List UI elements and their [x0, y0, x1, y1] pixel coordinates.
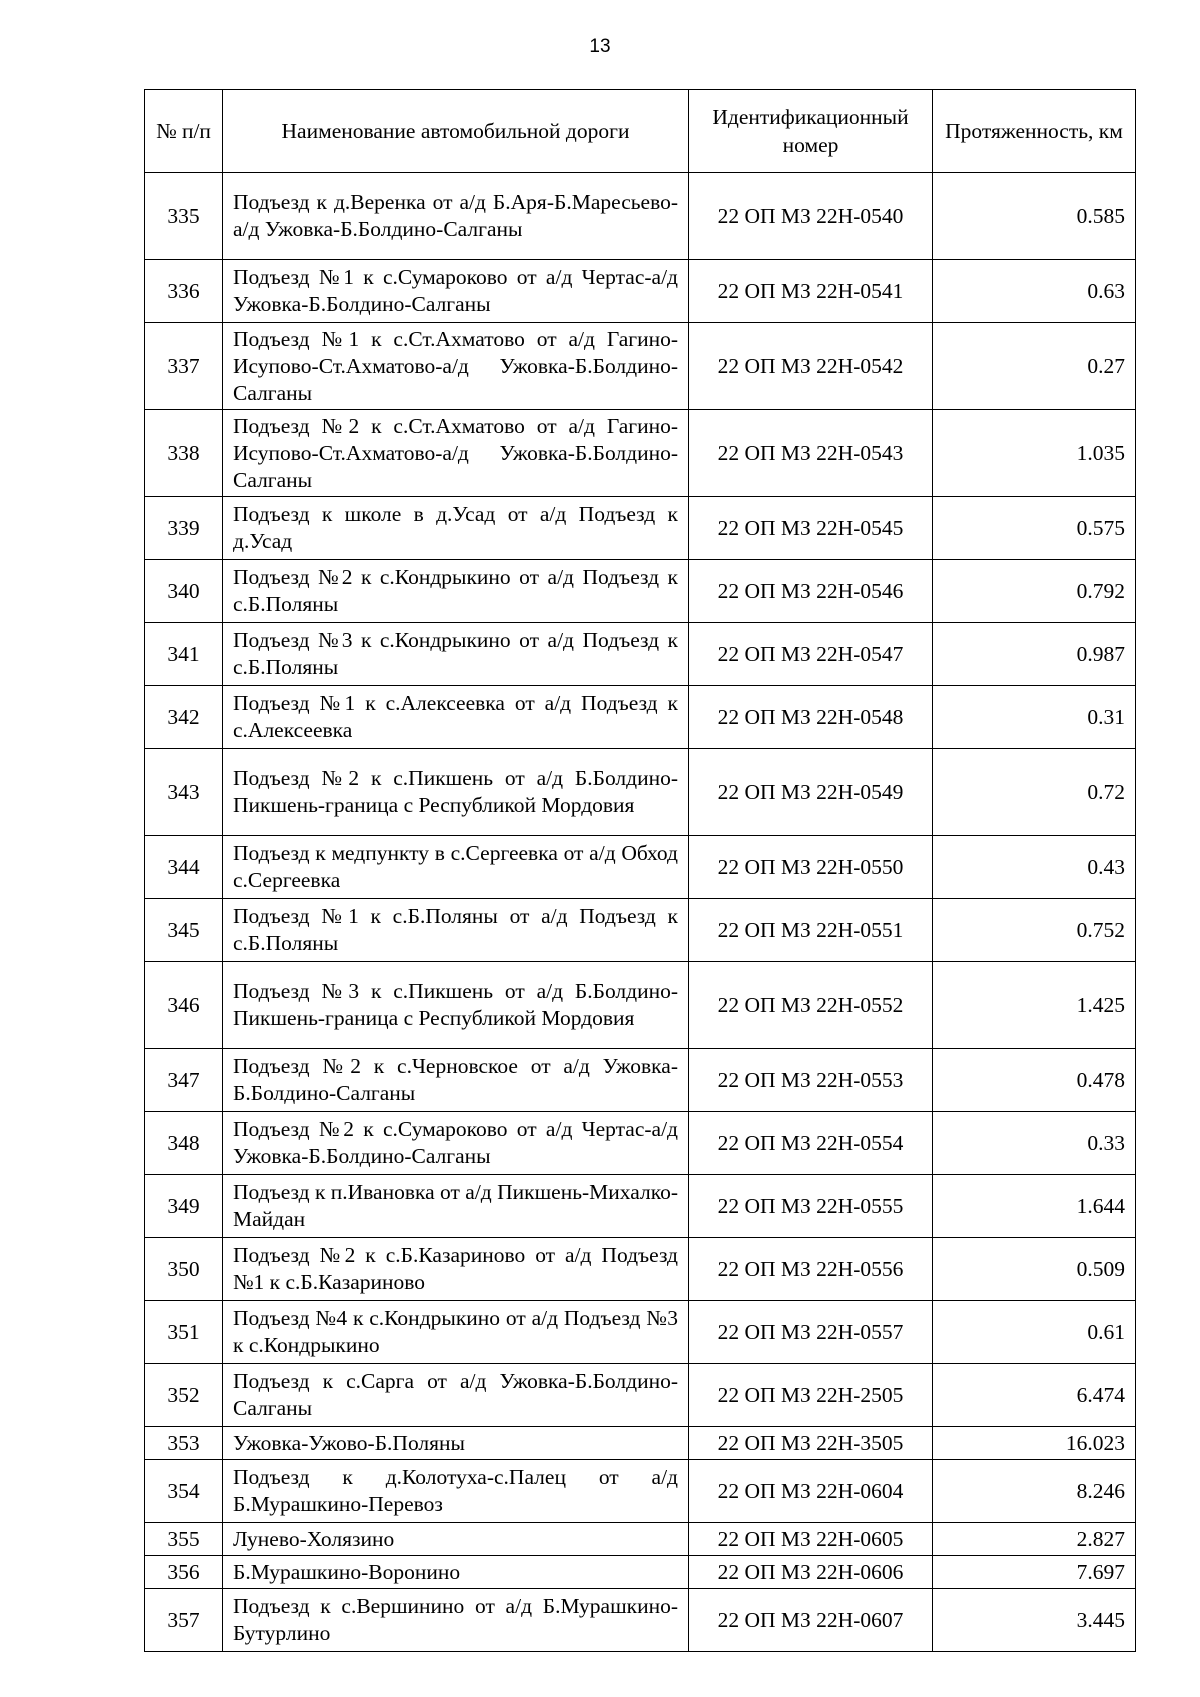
cell-num: 346: [145, 962, 223, 1049]
cell-ident-number: 22 ОП МЗ 22Н-0606: [689, 1556, 933, 1589]
cell-ident-number: 22 ОП МЗ 22Н-0542: [689, 323, 933, 410]
cell-ident-number: 22 ОП МЗ 22Н-0553: [689, 1049, 933, 1112]
cell-num: 339: [145, 497, 223, 560]
table-row: [145, 1301, 1136, 1364]
cell-road-name: Подъезд №1 к с.Ст.Ахматово от а/д Гагино-Исупово-Ст.Ахматово-а/д Ужовка-Б.Болдино-Салганы: [223, 323, 689, 410]
table-row: [145, 749, 1136, 836]
table-row: [145, 1238, 1136, 1301]
cell-num: 355: [145, 1523, 223, 1556]
table-row: [145, 323, 1136, 410]
table-row: [145, 497, 1136, 560]
cell-length: 0.585: [933, 173, 1136, 260]
cell-road-name: Подъезд к с.Вершинино от а/д Б.Мурашкино-Бутурлино: [223, 1589, 689, 1652]
cell-road-name: Подъезд №2 к с.Сумароково от а/д Чертас-а/д Ужовка-Б.Болдино-Салганы: [223, 1112, 689, 1175]
cell-length: 0.509: [933, 1238, 1136, 1301]
cell-num: 348: [145, 1112, 223, 1175]
cell-road-name: Подъезд к д.Колотуха-с.Палец от а/д Б.Мурашкино-Перевоз: [223, 1460, 689, 1523]
table-row: [145, 899, 1136, 962]
cell-road-name: Подъезд №2 к с.Ст.Ахматово от а/д Гагино-Исупово-Ст.Ахматово-а/д Ужовка-Б.Болдино-Салганы: [223, 410, 689, 497]
table-row: [145, 410, 1136, 497]
page-number: 13: [589, 36, 611, 57]
cell-ident-number: 22 ОП МЗ 22Н-0605: [689, 1523, 933, 1556]
table-row: [145, 1112, 1136, 1175]
cell-num: 344: [145, 836, 223, 899]
cell-num: 354: [145, 1460, 223, 1523]
cell-num: 352: [145, 1364, 223, 1427]
cell-ident-number: 22 ОП МЗ 22Н-0551: [689, 899, 933, 962]
table-row: [145, 962, 1136, 1049]
cell-length: 0.575: [933, 497, 1136, 560]
table-row: [145, 260, 1136, 323]
cell-ident-number: 22 ОП МЗ 22Н-3505: [689, 1427, 933, 1460]
cell-ident-number: 22 ОП МЗ 22Н-0541: [689, 260, 933, 323]
table-row: [145, 560, 1136, 623]
cell-road-name: Подъезд №3 к с.Пикшень от а/д Б.Болдино-Пикшень-граница с Республикой Мордовия: [223, 962, 689, 1049]
cell-ident-number: 22 ОП МЗ 22Н-0555: [689, 1175, 933, 1238]
cell-road-name: Подъезд к д.Веренка от а/д Б.Аря-Б.Маресьево-а/д Ужовка-Б.Болдино-Салганы: [223, 173, 689, 260]
cell-length: 6.474: [933, 1364, 1136, 1427]
cell-length: 0.27: [933, 323, 1136, 410]
cell-road-name: Подъезд №1 к с.Сумароково от а/д Чертас-а/д Ужовка-Б.Болдино-Салганы: [223, 260, 689, 323]
cell-road-name: Подъезд №2 к с.Черновское от а/д Ужовка-Б.Болдино-Салганы: [223, 1049, 689, 1112]
cell-num: 353: [145, 1427, 223, 1460]
cell-ident-number: 22 ОП МЗ 22Н-0548: [689, 686, 933, 749]
cell-length: 0.987: [933, 623, 1136, 686]
cell-length: 0.61: [933, 1301, 1136, 1364]
cell-num: 343: [145, 749, 223, 836]
cell-ident-number: 22 ОП МЗ 22Н-0543: [689, 410, 933, 497]
cell-num: 338: [145, 410, 223, 497]
cell-num: 336: [145, 260, 223, 323]
cell-ident-number: 22 ОП МЗ 22Н-0554: [689, 1112, 933, 1175]
cell-road-name: Лунево-Холязино: [223, 1523, 689, 1556]
header-length: Протяженность, км: [933, 90, 1136, 173]
table-row: [145, 1556, 1136, 1589]
table-row: [145, 1175, 1136, 1238]
cell-ident-number: 22 ОП МЗ 22Н-0545: [689, 497, 933, 560]
cell-ident-number: 22 ОП МЗ 22Н-0607: [689, 1589, 933, 1652]
cell-road-name: Подъезд №4 к с.Кондрыкино от а/д Подъезд №3 к с.Кондрыкино: [223, 1301, 689, 1364]
cell-length: 0.752: [933, 899, 1136, 962]
cell-length: 0.72: [933, 749, 1136, 836]
cell-num: 345: [145, 899, 223, 962]
cell-length: 0.792: [933, 560, 1136, 623]
cell-ident-number: 22 ОП МЗ 22Н-0550: [689, 836, 933, 899]
cell-length: 2.827: [933, 1523, 1136, 1556]
cell-num: 341: [145, 623, 223, 686]
cell-ident-number: 22 ОП МЗ 22Н-0552: [689, 962, 933, 1049]
header-num: № п/п: [145, 90, 223, 173]
cell-road-name: Подъезд к медпункту в с.Сергеевка от а/д Обход с.Сергеевка: [223, 836, 689, 899]
cell-length: 0.43: [933, 836, 1136, 899]
cell-ident-number: 22 ОП МЗ 22Н-0549: [689, 749, 933, 836]
cell-road-name: Подъезд к школе в д.Усад от а/д Подъезд к д.Усад: [223, 497, 689, 560]
cell-num: 349: [145, 1175, 223, 1238]
table-body: [145, 173, 1136, 1652]
cell-road-name: Подъезд №1 к с.Алексеевка от а/д Подъезд к с.Алексеевка: [223, 686, 689, 749]
cell-num: 347: [145, 1049, 223, 1112]
table-row: [145, 1589, 1136, 1652]
cell-length: 0.33: [933, 1112, 1136, 1175]
header-id: Идентификационный номер: [689, 90, 933, 173]
cell-length: 16.023: [933, 1427, 1136, 1460]
cell-length: 1.425: [933, 962, 1136, 1049]
cell-road-name: Подъезд к п.Ивановка от а/д Пикшень-Михалко-Майдан: [223, 1175, 689, 1238]
cell-length: 8.246: [933, 1460, 1136, 1523]
cell-length: 7.697: [933, 1556, 1136, 1589]
cell-ident-number: 22 ОП МЗ 22Н-0604: [689, 1460, 933, 1523]
cell-num: 340: [145, 560, 223, 623]
cell-road-name: Подъезд №2 к с.Б.Казариново от а/д Подъезд №1 к с.Б.Казариново: [223, 1238, 689, 1301]
cell-road-name: Подъезд №2 к с.Пикшень от а/д Б.Болдино-Пикшень-граница с Республикой Мордовия: [223, 749, 689, 836]
table-row: [145, 1364, 1136, 1427]
table-header-row: [145, 90, 1136, 173]
table-row: [145, 1049, 1136, 1112]
cell-num: 357: [145, 1589, 223, 1652]
cell-ident-number: 22 ОП МЗ 22Н-0556: [689, 1238, 933, 1301]
cell-ident-number: 22 ОП МЗ 22Н-0540: [689, 173, 933, 260]
cell-length: 0.478: [933, 1049, 1136, 1112]
cell-road-name: Б.Мурашкино-Воронино: [223, 1556, 689, 1589]
cell-length: 1.644: [933, 1175, 1136, 1238]
cell-ident-number: 22 ОП МЗ 22Н-2505: [689, 1364, 933, 1427]
cell-num: 350: [145, 1238, 223, 1301]
table-row: [145, 623, 1136, 686]
table-row: [145, 173, 1136, 260]
cell-num: 351: [145, 1301, 223, 1364]
table-row: [145, 686, 1136, 749]
cell-length: 0.63: [933, 260, 1136, 323]
cell-num: 335: [145, 173, 223, 260]
cell-num: 342: [145, 686, 223, 749]
table-row: [145, 836, 1136, 899]
table-row: [145, 1460, 1136, 1523]
cell-length: 1.035: [933, 410, 1136, 497]
table-row: [145, 1427, 1136, 1460]
roads-table: [144, 89, 1136, 1652]
cell-road-name: Подъезд к с.Сарга от а/д Ужовка-Б.Болдино-Салганы: [223, 1364, 689, 1427]
cell-ident-number: 22 ОП МЗ 22Н-0557: [689, 1301, 933, 1364]
cell-road-name: Подъезд №3 к с.Кондрыкино от а/д Подъезд к с.Б.Поляны: [223, 623, 689, 686]
cell-road-name: Ужовка-Ужово-Б.Поляны: [223, 1427, 689, 1460]
cell-ident-number: 22 ОП МЗ 22Н-0547: [689, 623, 933, 686]
cell-road-name: Подъезд №1 к с.Б.Поляны от а/д Подъезд к с.Б.Поляны: [223, 899, 689, 962]
cell-num: 356: [145, 1556, 223, 1589]
cell-num: 337: [145, 323, 223, 410]
header-name: Наименование автомобильной дороги: [223, 90, 689, 173]
table-row: [145, 1523, 1136, 1556]
cell-road-name: Подъезд №2 к с.Кондрыкино от а/д Подъезд к с.Б.Поляны: [223, 560, 689, 623]
cell-length: 3.445: [933, 1589, 1136, 1652]
cell-ident-number: 22 ОП МЗ 22Н-0546: [689, 560, 933, 623]
cell-length: 0.31: [933, 686, 1136, 749]
